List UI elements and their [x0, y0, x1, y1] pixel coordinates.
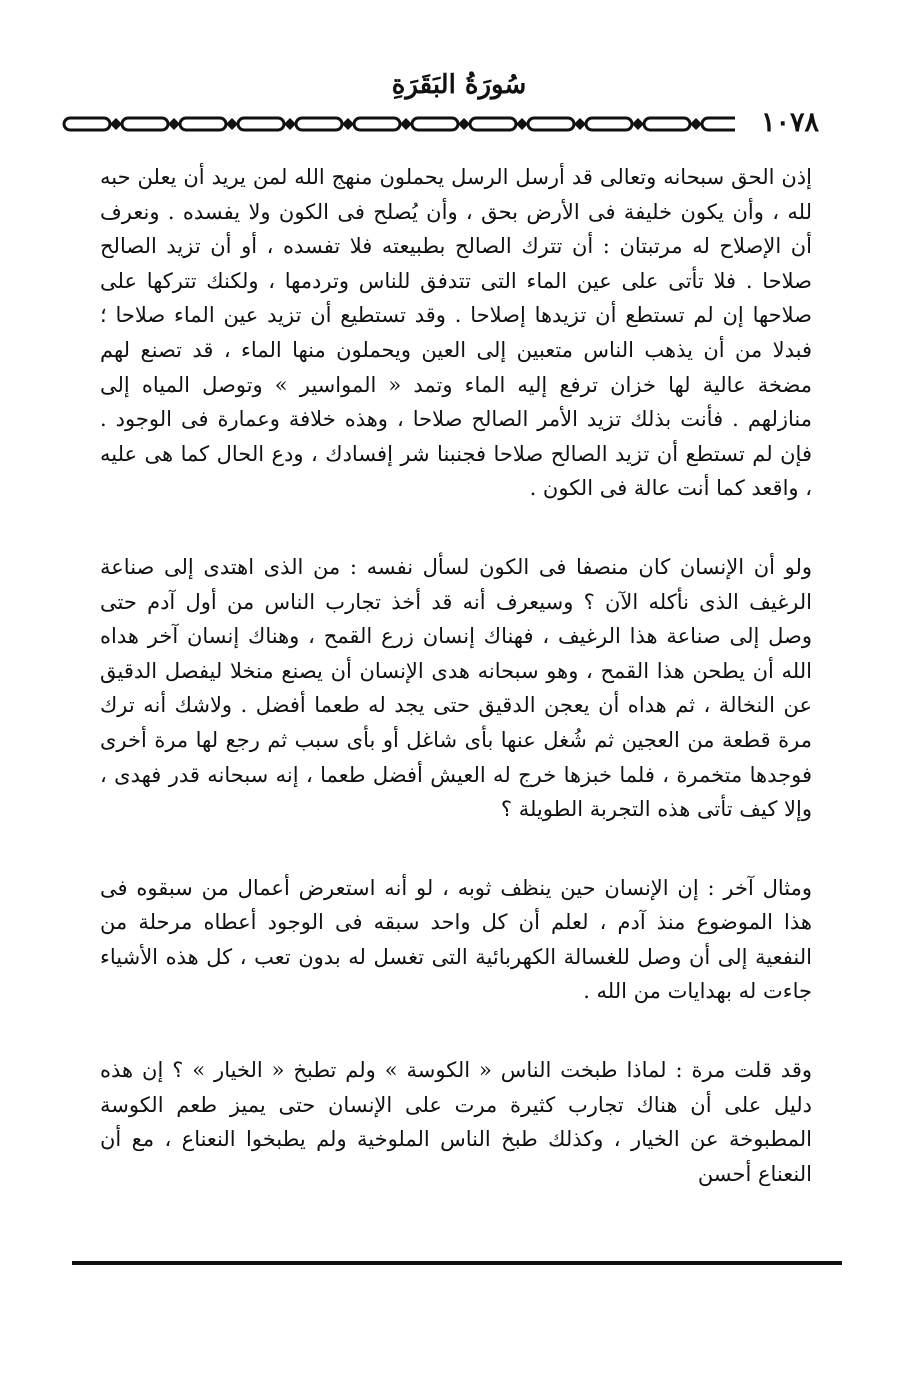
chain-link — [180, 118, 226, 130]
chain-link — [64, 118, 110, 130]
paragraph-1: إذن الحق سبحانه وتعالى قد أرسل الرسل يحملون منهج الله لمن يريد أن يعلن حبه لله ، وأن يكون خليفة فى الأرض بحق ، وأن يُصلح فى الكون ولا يفسده . ونعرف أن الإصلاح له مرتبتان : أن تترك الصالح بطبيعته فلا تفسده ، أو أن تزيد الصالح صلاحا . فلا تأتى على عين الماء التى تتدفق للناس وتردمها ، ولكنك تتركها على صلاحها إن لم تستطع أن تزيدها إصلاحا . وقد تستطيع أن تزيد عين الماء صلاحا ؛ فبدلا من أن يذهب الناس متعبين إلى العين ويحملون منها الماء ، قد تصنع لهم مضخة عالية لها خزان ترفع إليه الماء وتمد « المواسير » وتوصل المياه إلى منازلهم . فأنت بذلك تزيد الأمر الصالح صلاحا ، وهذه خلافة وعمارة فى الوجود . فإن لم تستطع أن تزيد الصالح صلاحا فجنبنا شر إفسادك ، ودع الحال كما هى عليه ، واقعد كما أنت عالة فى الكون . — [100, 165, 812, 501]
chain-diamond — [226, 118, 238, 130]
paragraph-3: ومثال آخر : إن الإنسان حين ينظف ثوبه ، لو أنه استعرض أعمال من سبقوه فى هذا الموضوع منذ آدم ، لعلم أن كل واحد سبقه فى الوجود أعطاه مرحلة من النفعية إلى أن وصل للغسالة الكهربائية التى تغسل له بدون تعب ، كل هذه الأشياء جاءت له بهدايات من الله . — [100, 875, 812, 1004]
chain-diamond — [516, 118, 528, 130]
chain-diamond — [400, 118, 412, 130]
chain-link — [528, 118, 574, 130]
body-text — [100, 160, 812, 1191]
chain-diamond — [574, 118, 586, 130]
chain-link — [354, 118, 400, 130]
chain-diamond — [458, 118, 470, 130]
chain-link — [412, 118, 458, 130]
chain-link — [470, 118, 516, 130]
paragraph-2: ولو أن الإنسان كان منصفا فى الكون لسأل نفسه : من الذى اهتدى إلى صناعة الرغيف الذى نأكله الآن ؟ وسيعرف أنه قد أخذ تجارب الناس من أول آدم حتى وصل إلى صناعة هذا الرغيف ، فهناك إنسان زرع القمح ، وهناك إنسان آخر هداه الله أن يطحن هذا القمح ، وهو سبحانه هدى الإنسان أن يصنع منخلا ليفصل الدقيق عن النخالة ، ثم هداه أن يعجن الدقيق حتى يجد له طعما أفضل . ولاشك أنه ترك مرة قطعة من العجين ثم شُغل عنها بأى شاغل أو بأى سبب ثم رجع لها مرة أخرى فوجدها متخمرة ، فلما خبزها خرج له العيش أفضل طعما ، إنه سبحانه قدر فهدى ، وإلا كيف تأتى هذه التجربة الطويلة ؟ — [100, 554, 812, 822]
chain-link — [586, 118, 632, 130]
chain-link — [122, 118, 168, 130]
chain-diamond — [168, 118, 180, 130]
running-title: سُورَةُ البَقَرَةِ — [391, 70, 527, 100]
chain-diamond — [690, 118, 702, 130]
page-number: ١٠٧٨ — [735, 105, 845, 141]
chain-link — [644, 118, 690, 130]
chain-diamond — [632, 118, 644, 130]
chain-link — [296, 118, 342, 130]
chain-link — [238, 118, 284, 130]
paragraph-4: وقد قلت مرة : لماذا طبخت الناس « الكوسة » ولم تطبخ « الخيار » ؟ إن هذه دليل على أن هناك تجارب كثيرة مرت على الإنسان حتى يميز طعم الكوسة المطبوخة عن الخيار ، وكذلك طبخ الناس الملوخية ولم يطبخوا النعناع ، مع أن النعناع أحسن — [100, 1058, 812, 1186]
chain-diamond — [284, 118, 296, 130]
footer-rule — [72, 1261, 842, 1265]
chain-diamond — [110, 118, 122, 130]
chain-diamond — [342, 118, 354, 130]
